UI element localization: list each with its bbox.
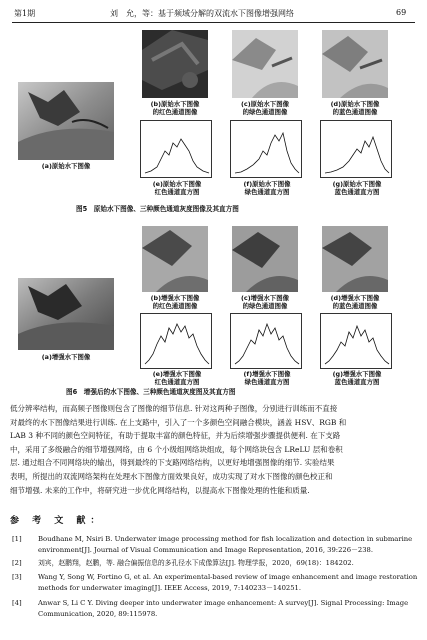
figure5-image-c [232, 30, 298, 98]
figure6-image-b [142, 226, 208, 292]
reference-text: Anwar S, Li C Y. Diving deeper into underwater image enhancement: A survey[J]. Signal Processing: Image [38, 599, 409, 607]
header-page-number: 69 [396, 8, 407, 17]
reference-text: Wang Y, Song W, Fortino G, et al. An experimental-based review of image enhancement and image restoration [38, 573, 418, 581]
reference-item [12, 598, 417, 620]
reference-text: Boudhane M, Nsiri B. Underwater image processing method for fish localization and detection in submarine [38, 535, 413, 543]
figure5-caption-a: (a)原始水下图像 [41, 162, 91, 170]
figure5-image-d [322, 30, 388, 98]
reference-item [12, 534, 417, 556]
body-line: 低分辨率结构，而高频子图像则包含了图像的细节信息. 针对这两种子图像，分别进行训练而不直接 [10, 404, 338, 413]
body-line: 中，采用了多级融合的细节增强网络，由 6 个小级组网络块组成，每个网络块包含 LReLU 层和卷积 [10, 444, 343, 454]
figure6-image-d [322, 226, 388, 292]
header-title: 刘 允，等：基于频域分解的双流水下图像增强网络 [110, 9, 294, 18]
figure6-caption-f: (f)增强水下图像 绿色通道直方图 [243, 370, 291, 386]
reference-number: [3] [12, 573, 22, 581]
figure6-image-c [232, 226, 298, 292]
reference-text: Communication, 2020, 89:115978. [38, 610, 158, 618]
body-paragraph [10, 402, 417, 497]
reference-number: [4] [12, 599, 22, 607]
reference-text: methods for underwater imaging[J]. IEEE Access, 2019, 7:140233－140251. [38, 584, 302, 592]
figure5-caption-c: (c)原始水下图像 的绿色通道图像 [241, 100, 289, 116]
figure5-caption-e: (e)原始水下图像 红色通道直方图 [152, 180, 202, 196]
body-line: 表明，所提出的双流网络架构在处理水下图像方面效果良好，成功实现了对水下图像的颜色校正和 [10, 471, 333, 481]
reference-text: 刘宾，赵鹏翔，赵鹏，等. 融合偏振信息的多孔径水下成像算法[J]. 物理学报，2020，69(18)：184202. [38, 559, 354, 567]
figure6-histogram-e [140, 313, 212, 369]
figure6-caption-e: (e)增强水下图像 红色通道直方图 [152, 370, 202, 386]
figure5-caption-g: (g)原始水下图像 蓝色通道直方图 [332, 180, 382, 196]
references-title: 参 考 文 献： [10, 516, 105, 526]
figure5-title: 图5 原始水下图像、三种颜色通道灰度图像及其直方图 [76, 205, 239, 213]
figure6-caption-b: (b)增强水下图像 的红色通道图像 [150, 294, 200, 310]
figure6-histogram-g [320, 313, 392, 369]
figure6-histogram-f [230, 313, 302, 369]
figure5-image-a [18, 82, 114, 160]
reference-text: environment[J]. Journal of Visual Communication and Image Representation, 2016, 39:226－238. [38, 546, 374, 554]
references-list [12, 534, 417, 634]
figure6-caption-d: (d)增强水下图像 的蓝色通道图像 [330, 294, 380, 310]
figure5-image-b [142, 30, 208, 98]
reference-number: [1] [12, 535, 22, 543]
body-line: 层. 通过组合不同网络块的输出，得到最终的下支路网络结构，以更好地增强图像的细节. 实验结果 [10, 458, 335, 468]
figure6-caption-a: (a)增强水下图像 [41, 353, 91, 361]
figure6-title: 图6 增强后的水下图像、三种颜色通道灰度图及其直方图 [66, 388, 236, 396]
figure5-histogram-f [230, 120, 302, 178]
figure6-caption-g: (g)增强水下图像 蓝色通道直方图 [332, 370, 382, 386]
figure-6 [0, 218, 427, 398]
figure6-image-a [18, 278, 114, 350]
reference-item [12, 572, 417, 594]
figure5-histogram-g [320, 120, 392, 178]
header-issue: 第1期 [14, 9, 36, 18]
figure5-histogram-e [140, 120, 212, 178]
body-line: 对最终的水下图像结果进行训练. 在上支路中，引入了一个多颜色空间融合模块，涵盖 HSV、RGB 和 [10, 417, 347, 427]
figure5-caption-b: (b)原始水下图像 的红色通道图像 [150, 100, 200, 116]
figure5-caption-f: (f)原始水下图像 绿色通道直方图 [243, 180, 291, 196]
figure-5 [0, 0, 427, 220]
figure6-caption-c: (c)增强水下图像 的绿色通道图像 [241, 294, 289, 310]
body-line: LAB 3 种不同的颜色空间特征，有助于提取丰富的颜色特征，并为后续增强步骤提供便利. 在下支路 [10, 431, 341, 441]
reference-item [12, 558, 417, 570]
figure5-caption-d: (d)原始水下图像 的蓝色通道图像 [330, 100, 380, 116]
reference-number: [2] [12, 559, 22, 567]
body-line: 细节增强. 未来的工作中，将研究进一步优化网络结构，以提高水下图像处理的性能和质量. [10, 485, 310, 495]
